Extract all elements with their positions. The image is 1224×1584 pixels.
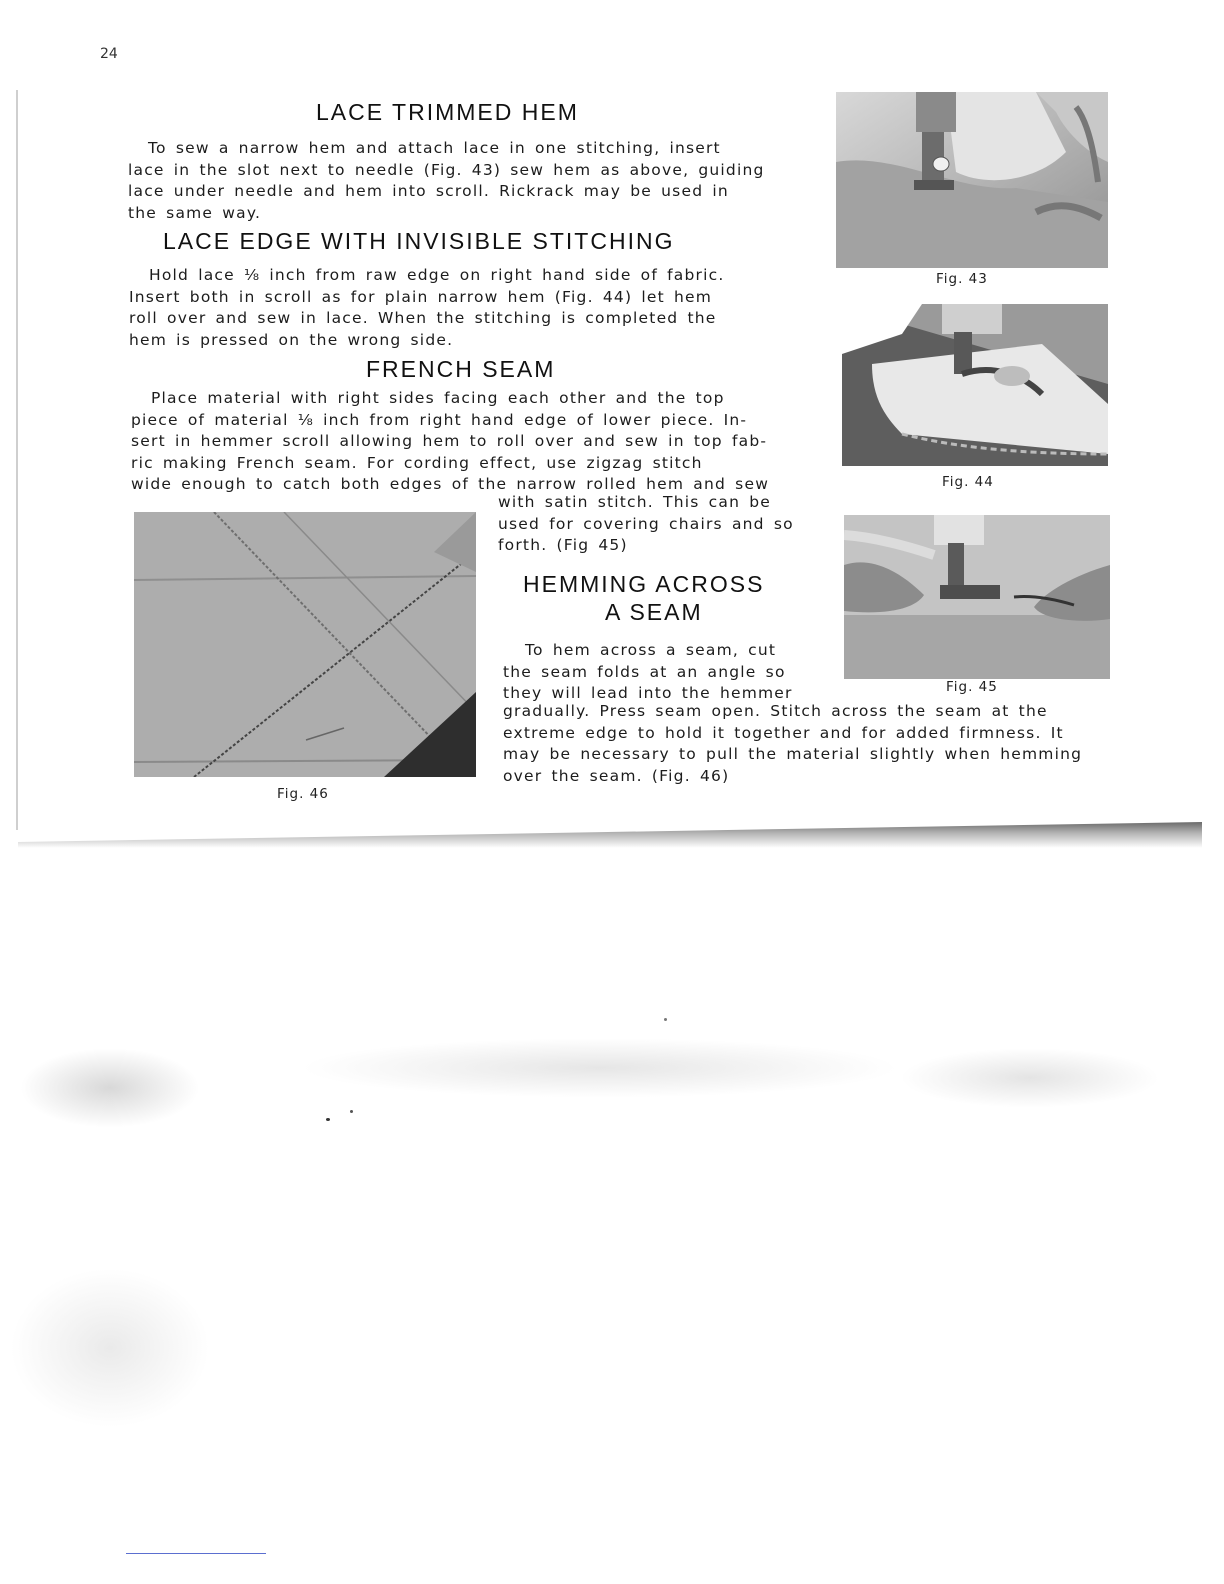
text-line: the seam folds at an angle so xyxy=(503,662,786,681)
text-line: may be necessary to pull the material slightly when hemming xyxy=(503,745,1083,763)
paragraph-french-seam-cont xyxy=(498,492,816,557)
text-line: with satin stitch. This can be xyxy=(498,493,772,511)
text-line: gradually. Press seam open. Stitch across the seam at the xyxy=(503,702,1048,720)
text-line: ric making French seam. For cording effect, use zigzag stitch xyxy=(131,453,703,472)
text-line: Insert both in scroll as for plain narrow hem (Fig. 44) let hem xyxy=(129,287,713,306)
text-line: Hold lace ⅛ inch from raw edge on right hand side of fabric. xyxy=(149,266,725,284)
heading-french-seam: FRENCH SEAM xyxy=(366,356,556,382)
bottom-rule xyxy=(126,1553,266,1554)
text-line: used for covering chairs and so xyxy=(498,514,794,533)
photo-fig-43 xyxy=(836,92,1108,268)
caption-fig-44: Fig. 44 xyxy=(942,474,994,490)
caption-fig-46: Fig. 46 xyxy=(277,786,329,802)
paragraph-lace-edge xyxy=(129,265,805,351)
paragraph-french-seam xyxy=(131,388,823,496)
text-line: roll over and sew in lace. When the stitching is completed the xyxy=(129,309,717,327)
text-line: the same way. xyxy=(128,203,262,222)
photo-fig-44 xyxy=(842,304,1108,466)
text-line: To sew a narrow hem and attach lace in one stitching, insert xyxy=(148,139,721,157)
paragraph-lace-trimmed-hem xyxy=(128,138,804,224)
paragraph-hemming-across-wide xyxy=(503,701,1141,787)
caption-fig-43: Fig. 43 xyxy=(936,271,988,287)
text-line: lace under needle and hem into scroll. Rickrack may be used in xyxy=(128,182,729,200)
left-page-edge xyxy=(16,90,18,830)
text-line: Place material with right sides facing each other and the top xyxy=(151,389,725,407)
heading-lace-trimmed-hem: LACE TRIMMED HEM xyxy=(316,99,579,125)
text-line: sert in hemmer scroll allowing hem to roll over and sew in top fab- xyxy=(131,432,768,450)
caption-fig-45: Fig. 45 xyxy=(946,679,998,695)
heading-hemming-across-line2: A SEAM xyxy=(605,599,703,625)
text-line: wide enough to catch both edges of the narrow rolled hem and sew xyxy=(131,475,770,493)
photo-fig-45 xyxy=(844,515,1110,679)
text-line: hem is pressed on the wrong side. xyxy=(129,330,454,349)
scan-noise xyxy=(0,848,1224,1448)
text-line: piece of material ⅛ inch from right hand edge of lower piece. In- xyxy=(131,410,748,429)
page-edge-shadow xyxy=(18,822,1202,848)
text-line: over the seam. (Fig. 46) xyxy=(503,766,730,785)
text-line: forth. (Fig 45) xyxy=(498,536,628,554)
photo-fig-46 xyxy=(134,512,476,777)
text-line: lace in the slot next to needle (Fig. 43) sew hem as above, guiding xyxy=(128,160,765,179)
page-number: 24 xyxy=(100,46,118,62)
text-line: they will lead into the hemmer xyxy=(503,684,793,702)
heading-hemming-across-line1: HEMMING ACROSS xyxy=(523,571,765,597)
text-line: To hem across a seam, cut xyxy=(525,641,777,659)
text-line: extreme edge to hold it together and for added firmness. It xyxy=(503,723,1064,742)
paragraph-hemming-across xyxy=(503,640,809,705)
heading-lace-edge: LACE EDGE WITH INVISIBLE STITCHING xyxy=(163,228,675,254)
